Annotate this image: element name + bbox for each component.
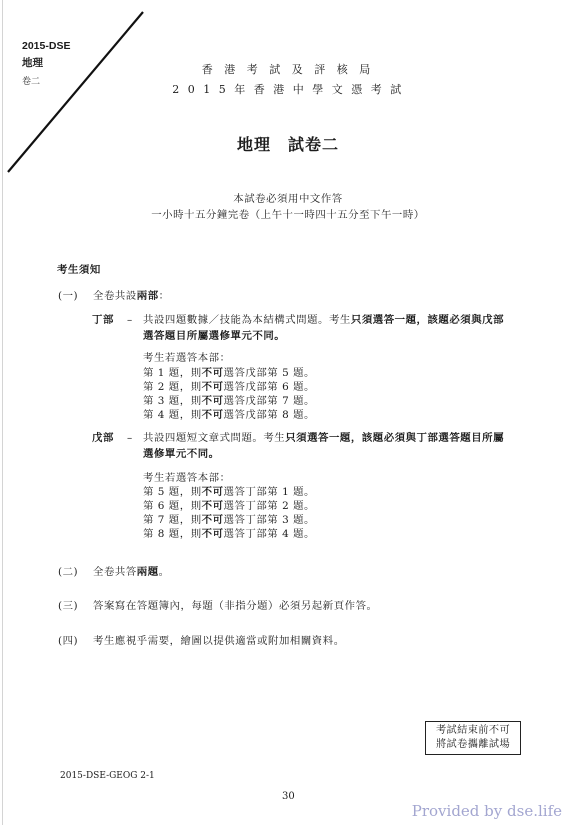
item3-label: (三) <box>58 600 79 612</box>
section-name: 戊部 <box>92 432 114 444</box>
section-dash: – <box>127 432 133 444</box>
authority-name: 香 港 考 試 及 評 核 局 <box>201 63 375 76</box>
rule-line: 第 7 題，則不可選答丁部第 3 題。 <box>143 514 315 526</box>
item2-label: (二) <box>58 566 79 578</box>
rule-line: 第 2 題，則不可選答戊部第 6 題。 <box>143 381 315 393</box>
exam-name: 2 0 1 5 年 香 港 中 學 文 憑 考 試 <box>172 83 404 96</box>
paper-code: 2015-DSE-GEOG 2-1 <box>60 771 155 781</box>
section-description-line1: 共設四題短文章式問題。考生只須選答一題，該題必須與丁部選答題目所屬 <box>143 432 505 444</box>
page-number: 30 <box>282 791 295 802</box>
notice-line: 考試結束前不可 <box>435 725 511 736</box>
item1-text: 全卷共設兩部： <box>93 290 170 302</box>
instructions-heading: 考生須知 <box>57 264 101 276</box>
rule-line: 第 1 題，則不可選答戊部第 5 題。 <box>143 367 315 379</box>
item1-label: (一) <box>58 290 79 302</box>
item4-label: (四) <box>58 635 79 647</box>
item3-text: 答案寫在答題簿內，每題（非指分題）必須另起新頁作答。 <box>93 600 378 612</box>
item2-text: 全卷共答兩題。 <box>93 566 170 578</box>
language-note: 本試卷必須用中文作答 <box>233 193 343 205</box>
rules-intro: 考生若選答本部： <box>143 472 231 484</box>
corner-subject-label: 地理 <box>22 57 43 69</box>
section-description-line1: 共設四題數據／技能為本結構式問題。考生只須選答一題，該題必須與戊部 <box>143 314 505 326</box>
section-description-line2: 選修單元不同。 <box>143 448 220 460</box>
section-dash: – <box>127 314 133 326</box>
duration-note: 一小時十五分鐘完卷（上午十一時四十五分至下午一時） <box>151 209 425 221</box>
notice-box <box>425 721 521 755</box>
section-description-line2: 選答題目所屬選修單元不同。 <box>143 330 286 342</box>
section-name: 丁部 <box>92 314 114 326</box>
rule-line: 第 6 題，則不可選答丁部第 2 題。 <box>143 500 315 512</box>
page-title: 地理 試卷二 <box>236 135 339 154</box>
rule-line: 第 8 題，則不可選答丁部第 4 題。 <box>143 528 315 540</box>
rule-line: 第 3 題，則不可選答戊部第 7 題。 <box>143 395 315 407</box>
corner-exam-label: 2015-DSE <box>22 40 71 52</box>
item4-text: 考生應視乎需要，繪圖以提供適當或附加相關資料。 <box>93 635 345 647</box>
watermark-text: Provided by dse.life <box>411 802 562 820</box>
notice-line: 將試卷攜離試場 <box>435 739 511 750</box>
rules-intro: 考生若選答本部： <box>143 352 231 364</box>
corner-paper-label: 卷二 <box>22 77 41 87</box>
rule-line: 第 5 題，則不可選答丁部第 1 題。 <box>143 486 315 498</box>
rule-line: 第 4 題，則不可選答戊部第 8 題。 <box>143 409 315 421</box>
